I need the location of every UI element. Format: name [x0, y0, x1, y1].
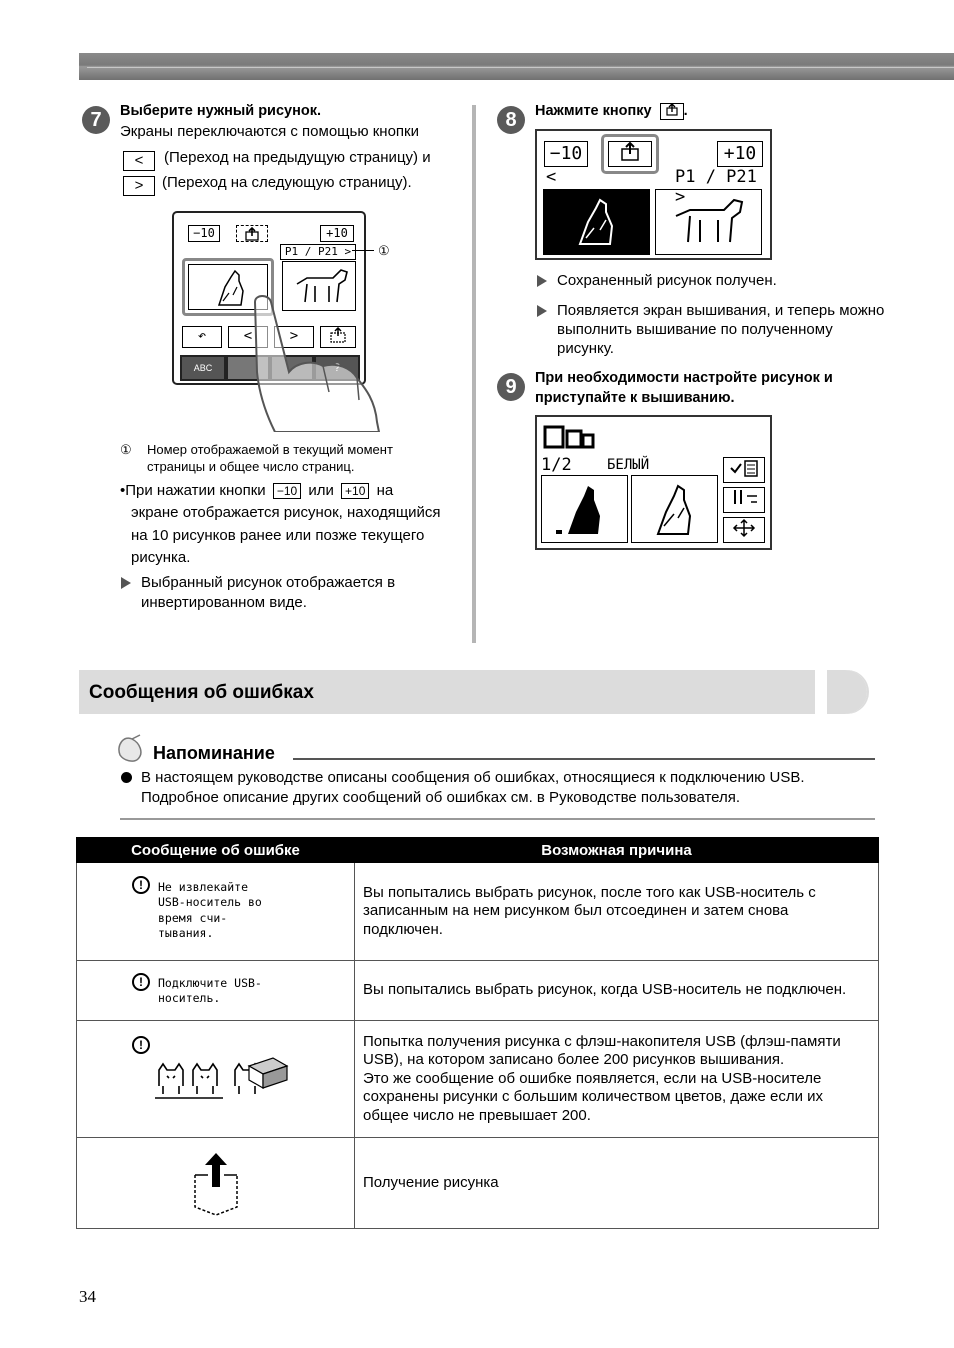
- step8-result1: Сохраненный рисунок получен.: [557, 272, 777, 289]
- step-number-8: 8: [497, 106, 525, 134]
- table-row: [77, 961, 879, 1021]
- step9-screen: [535, 415, 772, 550]
- message-cell: [77, 1138, 355, 1229]
- step7-line1: Экраны переключаются с помощью кнопки: [120, 123, 419, 140]
- plus10-button-8: +10: [717, 141, 763, 167]
- memo-icon: [114, 733, 146, 770]
- thumbnail-inverted: [543, 189, 650, 255]
- error-table: [76, 837, 879, 1229]
- minus10-button: −10: [188, 225, 220, 242]
- column-separator: [472, 105, 476, 643]
- plus10-button: +10: [320, 225, 354, 242]
- table-row: [77, 863, 879, 961]
- back-icon: ↶: [182, 326, 222, 348]
- thumbnail-dog-8: [655, 189, 762, 255]
- move-icon: [723, 517, 765, 543]
- bullet-rest: экране отображается рисунок, находящийся на 10 рисунков ранее или позже текущего рисунка.: [131, 504, 441, 566]
- col-header-cause: Возможная причина: [355, 838, 879, 863]
- abc-icon: ABC: [182, 357, 224, 379]
- cause-cell: Вы попытались выбрать рисунок, когда USB-носитель не подключен.: [355, 961, 879, 1021]
- too-many-patterns-icon: [153, 1056, 293, 1106]
- step9-title: При необходимости настройте рисунок и приступайте к вышиванию.: [535, 370, 833, 406]
- step7-result: Выбранный рисунок отображается в инвертированном виде.: [141, 574, 396, 611]
- step8-title-end: .: [683, 103, 688, 119]
- step8-title-row: [535, 101, 688, 121]
- step7-next-text: (Переход на следующую страницу).: [162, 174, 412, 191]
- page-indicator-8: P1 / P21 >: [675, 167, 757, 207]
- retrieve-icon: [236, 225, 268, 242]
- callout-1: ①: [378, 243, 390, 258]
- frame-icon: [541, 423, 597, 456]
- cause-cell: Вы попытались выбрать рисунок, после того как USB-носитель с записанным на нем рисунком был отсоединен и затем снова подключен.: [355, 863, 879, 961]
- note-text: Номер отображаемой в текущий момент страницы и общее число страниц.: [147, 442, 393, 474]
- retrieve-key-icon: [660, 103, 684, 120]
- section-title: Сообщения об ошибках: [89, 682, 314, 703]
- warning-icon: !: [132, 876, 150, 894]
- preview-silhouette: [541, 475, 628, 543]
- retrieve-pocket-icon: [191, 1151, 241, 1223]
- note-mark: ①: [120, 442, 132, 457]
- minus10-button-8: −10: [544, 141, 588, 167]
- table-row: [77, 1021, 879, 1138]
- step7-prev-text: (Переход на предыдущую страницу) и: [164, 149, 431, 166]
- finger-icon: [245, 292, 395, 432]
- header-bar: [79, 53, 954, 80]
- memo-bullet-icon: [121, 772, 132, 783]
- bullet-text-a: •При нажатии кнопки: [120, 482, 266, 499]
- minus10-key: −10: [273, 483, 301, 499]
- bullet-text-c: на: [376, 482, 394, 499]
- retrieve-icon-8: [608, 141, 652, 167]
- table-row: [77, 1138, 879, 1229]
- step8-screen: [535, 129, 772, 260]
- memo-title: Напоминание: [153, 743, 275, 763]
- result-arrow-icon-8b: [537, 304, 547, 322]
- next-page-key: >: [123, 176, 155, 196]
- message-cell: [77, 1021, 355, 1138]
- warning-icon: !: [132, 973, 150, 991]
- step8-title: Нажмите кнопку: [535, 103, 652, 119]
- color-name: БЕЛЫЙ: [607, 457, 650, 473]
- result-arrow-icon: [121, 576, 131, 594]
- table-header-row: [77, 838, 879, 863]
- preview-pattern: [631, 475, 718, 543]
- message-cell: [77, 961, 355, 1021]
- bullet-text-b: или: [308, 482, 334, 499]
- cause-cell: Попытка получения рисунка с флэш-накопителя USB (флэш-памяти USB), на котором записано более 200 рисунков вышивания. Это же сообщение об ошибке появляется, если на USB-носителе сохранены рисунки с большим количеством цветов, даже если их общее число не превышает 200.: [355, 1021, 879, 1138]
- result-arrow-icon-8a: [537, 274, 547, 292]
- plus10-key: +10: [341, 483, 369, 499]
- col-header-message: Сообщение об ошибке: [77, 838, 355, 863]
- error-message-text: Подключите USB-носитель.: [158, 975, 262, 1005]
- step7-title: Выберите нужный рисунок.: [120, 103, 322, 119]
- bullet-line-1: [120, 480, 393, 502]
- warning-icon: !: [132, 1036, 150, 1054]
- prev-arrow: <: [546, 167, 557, 187]
- retrieve-button-highlight: [601, 134, 659, 174]
- memo-rule: [293, 758, 875, 760]
- color-counter: 1/2: [541, 455, 572, 475]
- memo-text: В настоящем руководстве описаны сообщения об ошибках, относящиеся к подключению USB. Подробное описание других сообщений об ошибках см. в Руководстве пользователя.: [141, 769, 805, 806]
- section-bar-notch: [815, 670, 867, 714]
- callout-line: [352, 250, 374, 251]
- prev-page-key: <: [123, 151, 155, 171]
- prev-icon: <: [228, 326, 268, 348]
- page-number: 34: [79, 1287, 96, 1306]
- page-indicator: P1 / P21 >: [280, 244, 356, 260]
- error-message-text: Не извлекайте USB-носитель во время счи- тывания.: [158, 879, 262, 940]
- step-number-9: 9: [497, 373, 525, 401]
- message-cell: [77, 863, 355, 961]
- needle-icon: [723, 487, 765, 513]
- next-icon: >: [274, 326, 314, 348]
- memo-bottom-rule: [120, 818, 875, 820]
- cause-cell: Получение рисунка: [355, 1138, 879, 1229]
- checklist-icon: [723, 457, 765, 483]
- step-number-7: 7: [82, 106, 110, 134]
- step8-result2: Появляется экран вышивания, и теперь можно выполнить вышивание по полученному рисунку.: [557, 302, 885, 357]
